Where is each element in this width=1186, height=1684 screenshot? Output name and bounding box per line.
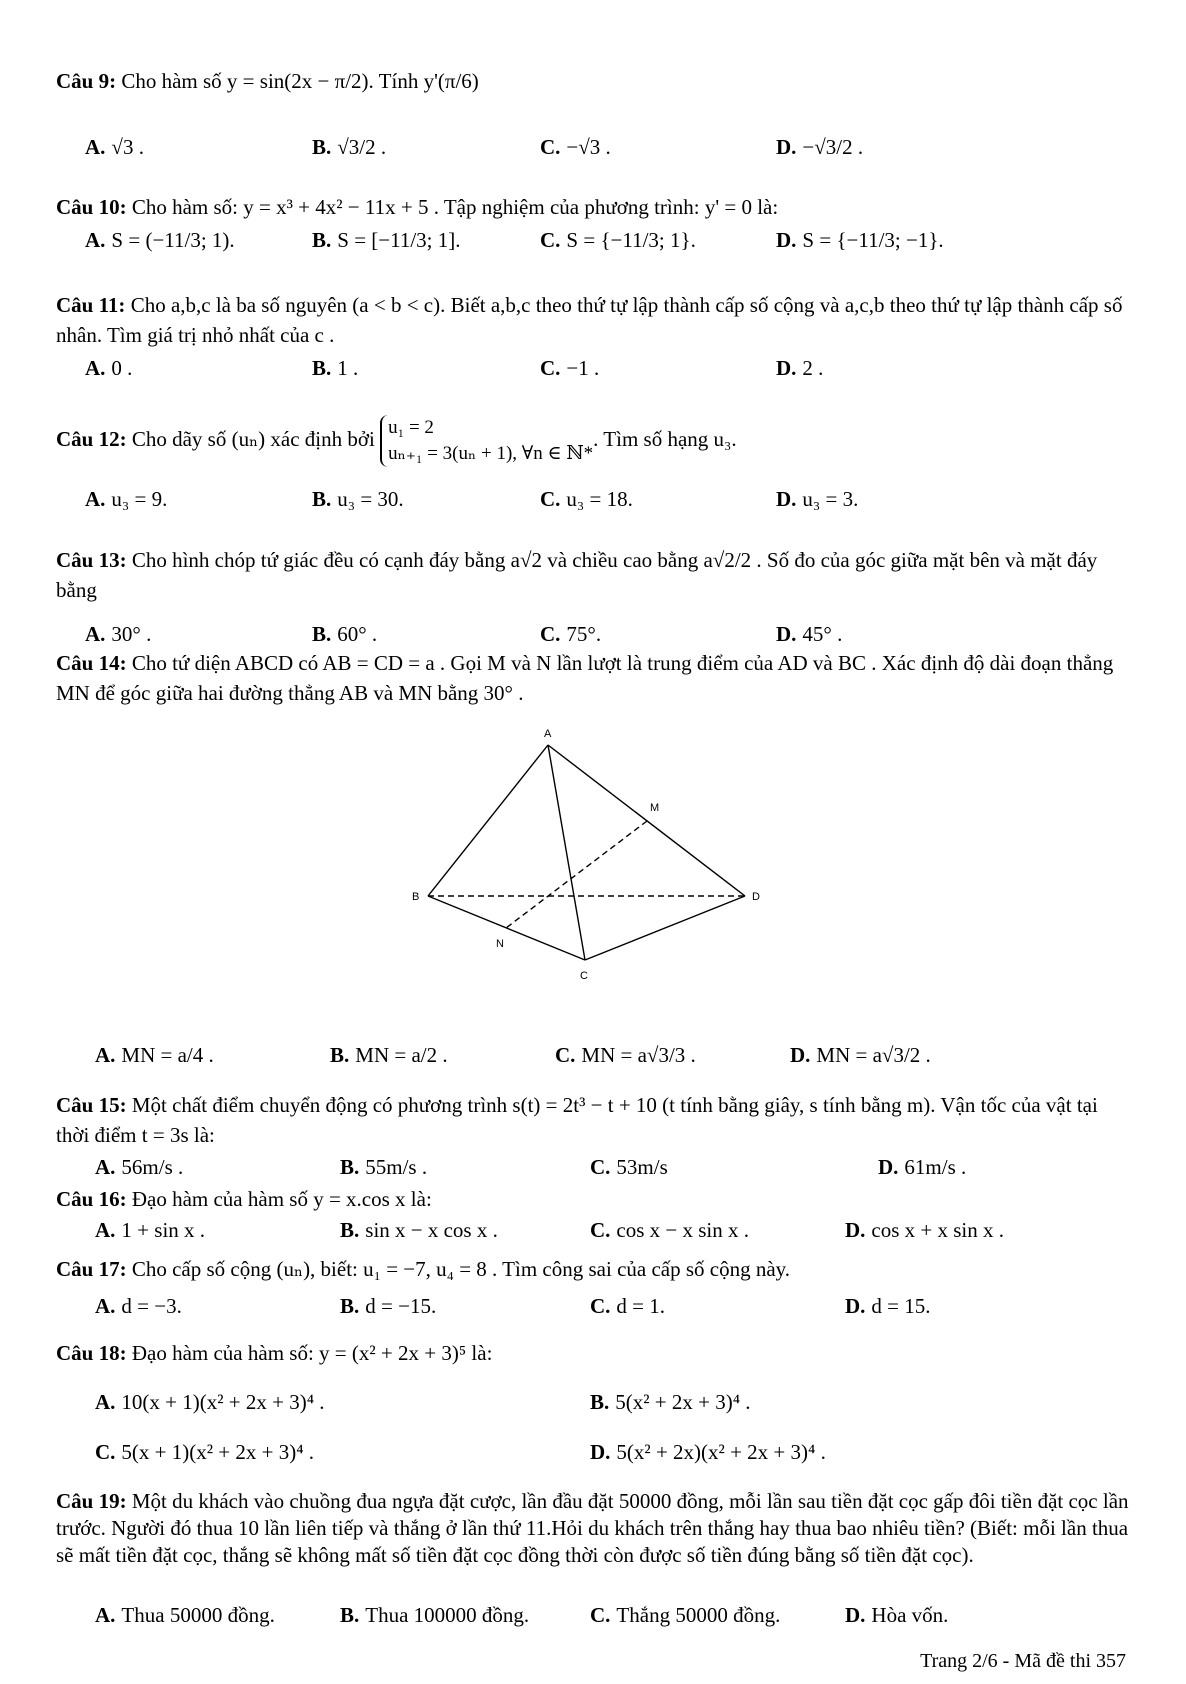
question-18: Câu 18: Đạo hàm của hàm số: y = (x² + 2x + 3)⁵ là:	[56, 1341, 493, 1365]
question-text: Cho hàm số y = sin(2x − π/2). Tính y'(π/6)	[121, 69, 479, 93]
question-text: Đạo hàm của hàm số y = x.cos x là:	[131, 1187, 432, 1211]
option-b: S = [−11/3; 1].	[337, 228, 461, 252]
option-d: −√3/2 .	[802, 135, 864, 159]
label-a: A	[544, 728, 552, 740]
options-16: A. 1 + sin x . B. sin x − x cos x . C. cos x − x sin x . D. cos x + x sin x .	[95, 1218, 1005, 1242]
question-text: Cho hàm số: y = x³ + 4x² − 11x + 5 . Tập nghiệm của phương trình: y' = 0 là:	[131, 195, 779, 219]
option-c: S = {−11/3; 1}.	[566, 228, 696, 252]
options-12: A. u₃ = 9. B. u₃ = 30. C. u₃ = 18. D. u₃ = 3.	[85, 487, 859, 511]
question-text: Cho a,b,c là ba số nguyên (a < b < c). Biết a,b,c theo thứ tự lập thành cấp số cộng và a,c,b theo thứ tự lập thành cấp số nhân. Tìm giá trị nhỏ nhất của c .	[56, 293, 1123, 347]
question-12: Câu 12: Cho dãy số (uₙ) xác định bởi u₁ = 2 uₙ₊₁ = 3(uₙ + 1), ∀n ∈ ℕ* . Tìm số hạng u₃.	[56, 415, 1136, 467]
options-13: A. 30° . B. 60° . C. 75°. D. 45° .	[85, 622, 843, 646]
options-18-ab: A. 10(x + 1)(x² + 2x + 3)⁴ . B. 5(x² + 2x + 3)⁴ .	[95, 1390, 751, 1414]
question-11: Câu 11: Cho a,b,c là ba số nguyên (a < b < c). Biết a,b,c theo thứ tự lập thành cấp số cộng và a,c,b theo thứ tự lập thành cấp số nhân. Tìm giá trị nhỏ nhất của c .	[56, 293, 1123, 347]
label-d: D	[752, 891, 760, 903]
options-17: A. d = −3. B. d = −15. C. d = 1. D. d = 15.	[95, 1294, 931, 1318]
page-footer: Trang 2/6 - Mã đề thi 357	[920, 1650, 1126, 1672]
question-9	[56, 66, 1136, 96]
label-n: N	[496, 938, 504, 950]
options-10: A. S = (−11/3; 1). B. S = [−11/3; 1]. C. S = {−11/3; 1}. D. S = {−11/3; −1}.	[85, 228, 944, 252]
edge-bc	[428, 896, 585, 960]
question-text: Cho hình chóp tứ giác đều có cạnh đáy bằng a√2 và chiều cao bằng a√2/2 . Số đo của góc giữa mặt bên và mặt đáy bằng	[56, 548, 1098, 602]
options-9: A. √3 . B. √3/2 . C. −√3 . D. −√3/2 .	[85, 135, 864, 159]
edge-ad	[548, 745, 745, 896]
option-a: S = (−11/3; 1).	[111, 228, 235, 252]
question-14: Câu 14: Cho tứ diện ABCD có AB = CD = a . Gọi M và N lần lượt là trung điểm của AD và BC . Xác định độ dài đoạn thẳng MN để góc giữa hai đường thẳng AB và MN bằng 30° .	[56, 651, 1114, 705]
label-m: M	[650, 802, 660, 814]
edge-ac	[548, 745, 585, 960]
options-15: A. 56m/s . B. 55m/s . C. 53m/s D. 61m/s .	[95, 1155, 967, 1179]
recurrence-system: u₁ = 2 uₙ₊₁ = 3(uₙ + 1), ∀n ∈ ℕ*	[380, 415, 593, 467]
question-text: Một du khách vào chuồng đua ngựa đặt cược, lần đầu đặt 50000 đồng, mỗi lần sau tiền đặt cọc gấp đôi tiền đặt cọc lần trước. Người đó thua 10 lần liên tiếp và thắng ở lần thứ 11.Hỏi du khách trên thắng hay thua bao nhiêu tiền? (Biết: mỗi lần thua sẽ mất tiền đặt cọc, thắng sẽ không mất số tiền đặt cọc đồng thời còn được số tiền đúng bằng số tiền đặt cọc).	[56, 1489, 1129, 1567]
label-b: B	[412, 891, 420, 903]
options-11: A. 0 . B. 1 . C. −1 . D. 2 .	[85, 356, 824, 380]
options-19: A. Thua 50000 đồng. B. Thua 100000 đồng. C. Thắng 50000 đồng. D. Hòa vốn.	[95, 1603, 949, 1627]
edge-cd	[585, 896, 745, 960]
question-15: Câu 15: Một chất điểm chuyển động có phương trình s(t) = 2t³ − t + 10 (t tính bằng giây, s tính bằng m). Vận tốc của vật tại thời điểm t = 3s là:	[56, 1093, 1098, 1147]
question-text: Đạo hàm của hàm số: y = (x² + 2x + 3)⁵ là:	[131, 1341, 493, 1365]
tetrahedron-figure	[400, 725, 780, 995]
question-17: Câu 17: Cho cấp số cộng (uₙ), biết: u₁ = −7, u₄ = 8 . Tìm công sai của cấp số cộng này.	[56, 1257, 791, 1281]
question-13: Câu 13: Cho hình chóp tứ giác đều có cạnh đáy bằng a√2 và chiều cao bằng a√2/2 . Số đo của góc giữa mặt bên và mặt đáy bằng	[56, 548, 1098, 602]
label-c: C	[580, 970, 588, 982]
question-label: Câu 9:	[56, 69, 117, 93]
option-c: −√3 .	[566, 135, 611, 159]
option-a: √3 .	[111, 135, 144, 159]
options-18-cd: C. 5(x + 1)(x² + 2x + 3)⁴ . D. 5(x² + 2x)(x² + 2x + 3)⁴ .	[95, 1440, 826, 1464]
question-16: Câu 16: Đạo hàm của hàm số y = x.cos x là:	[56, 1187, 432, 1211]
question-text: Một chất điểm chuyển động có phương trình s(t) = 2t³ − t + 10 (t tính bằng giây, s tính bằng m). Vận tốc của vật tại thời điểm t = 3s là:	[56, 1093, 1098, 1147]
edge-ab	[428, 745, 548, 896]
question-text: Cho cấp số cộng (uₙ), biết: u₁ = −7, u₄ = 8 . Tìm công sai của cấp số cộng này.	[131, 1257, 791, 1281]
option-b: √3/2 .	[337, 135, 387, 159]
question-10: Câu 10: Cho hàm số: y = x³ + 4x² − 11x + 5 . Tập nghiệm của phương trình: y' = 0 là:	[56, 195, 779, 219]
option-d: S = {−11/3; −1}.	[802, 228, 944, 252]
question-19: Câu 19: Một du khách vào chuồng đua ngựa đặt cược, lần đầu đặt 50000 đồng, mỗi lần sau tiền đặt cọc gấp đôi tiền đặt cọc lần trước. Người đó thua 10 lần liên tiếp và thắng ở lần thứ 11.Hỏi du khách trên thắng hay thua bao nhiêu tiền? (Biết: mỗi lần thua sẽ mất tiền đặt cọc, thắng sẽ không mất số tiền đặt cọc đồng thời còn được số tiền đúng bằng số tiền đặt cọc).	[56, 1489, 1129, 1567]
question-text: Cho tứ diện ABCD có AB = CD = a . Gọi M và N lần lượt là trung điểm của AD và BC . Xác định độ dài đoạn thẳng MN để góc giữa hai đường thẳng AB và MN bằng 30° .	[56, 651, 1114, 705]
options-14: A. MN = a/4 . B. MN = a/2 . C. MN = a√3/3 . D. MN = a√3/2 .	[95, 1043, 931, 1067]
